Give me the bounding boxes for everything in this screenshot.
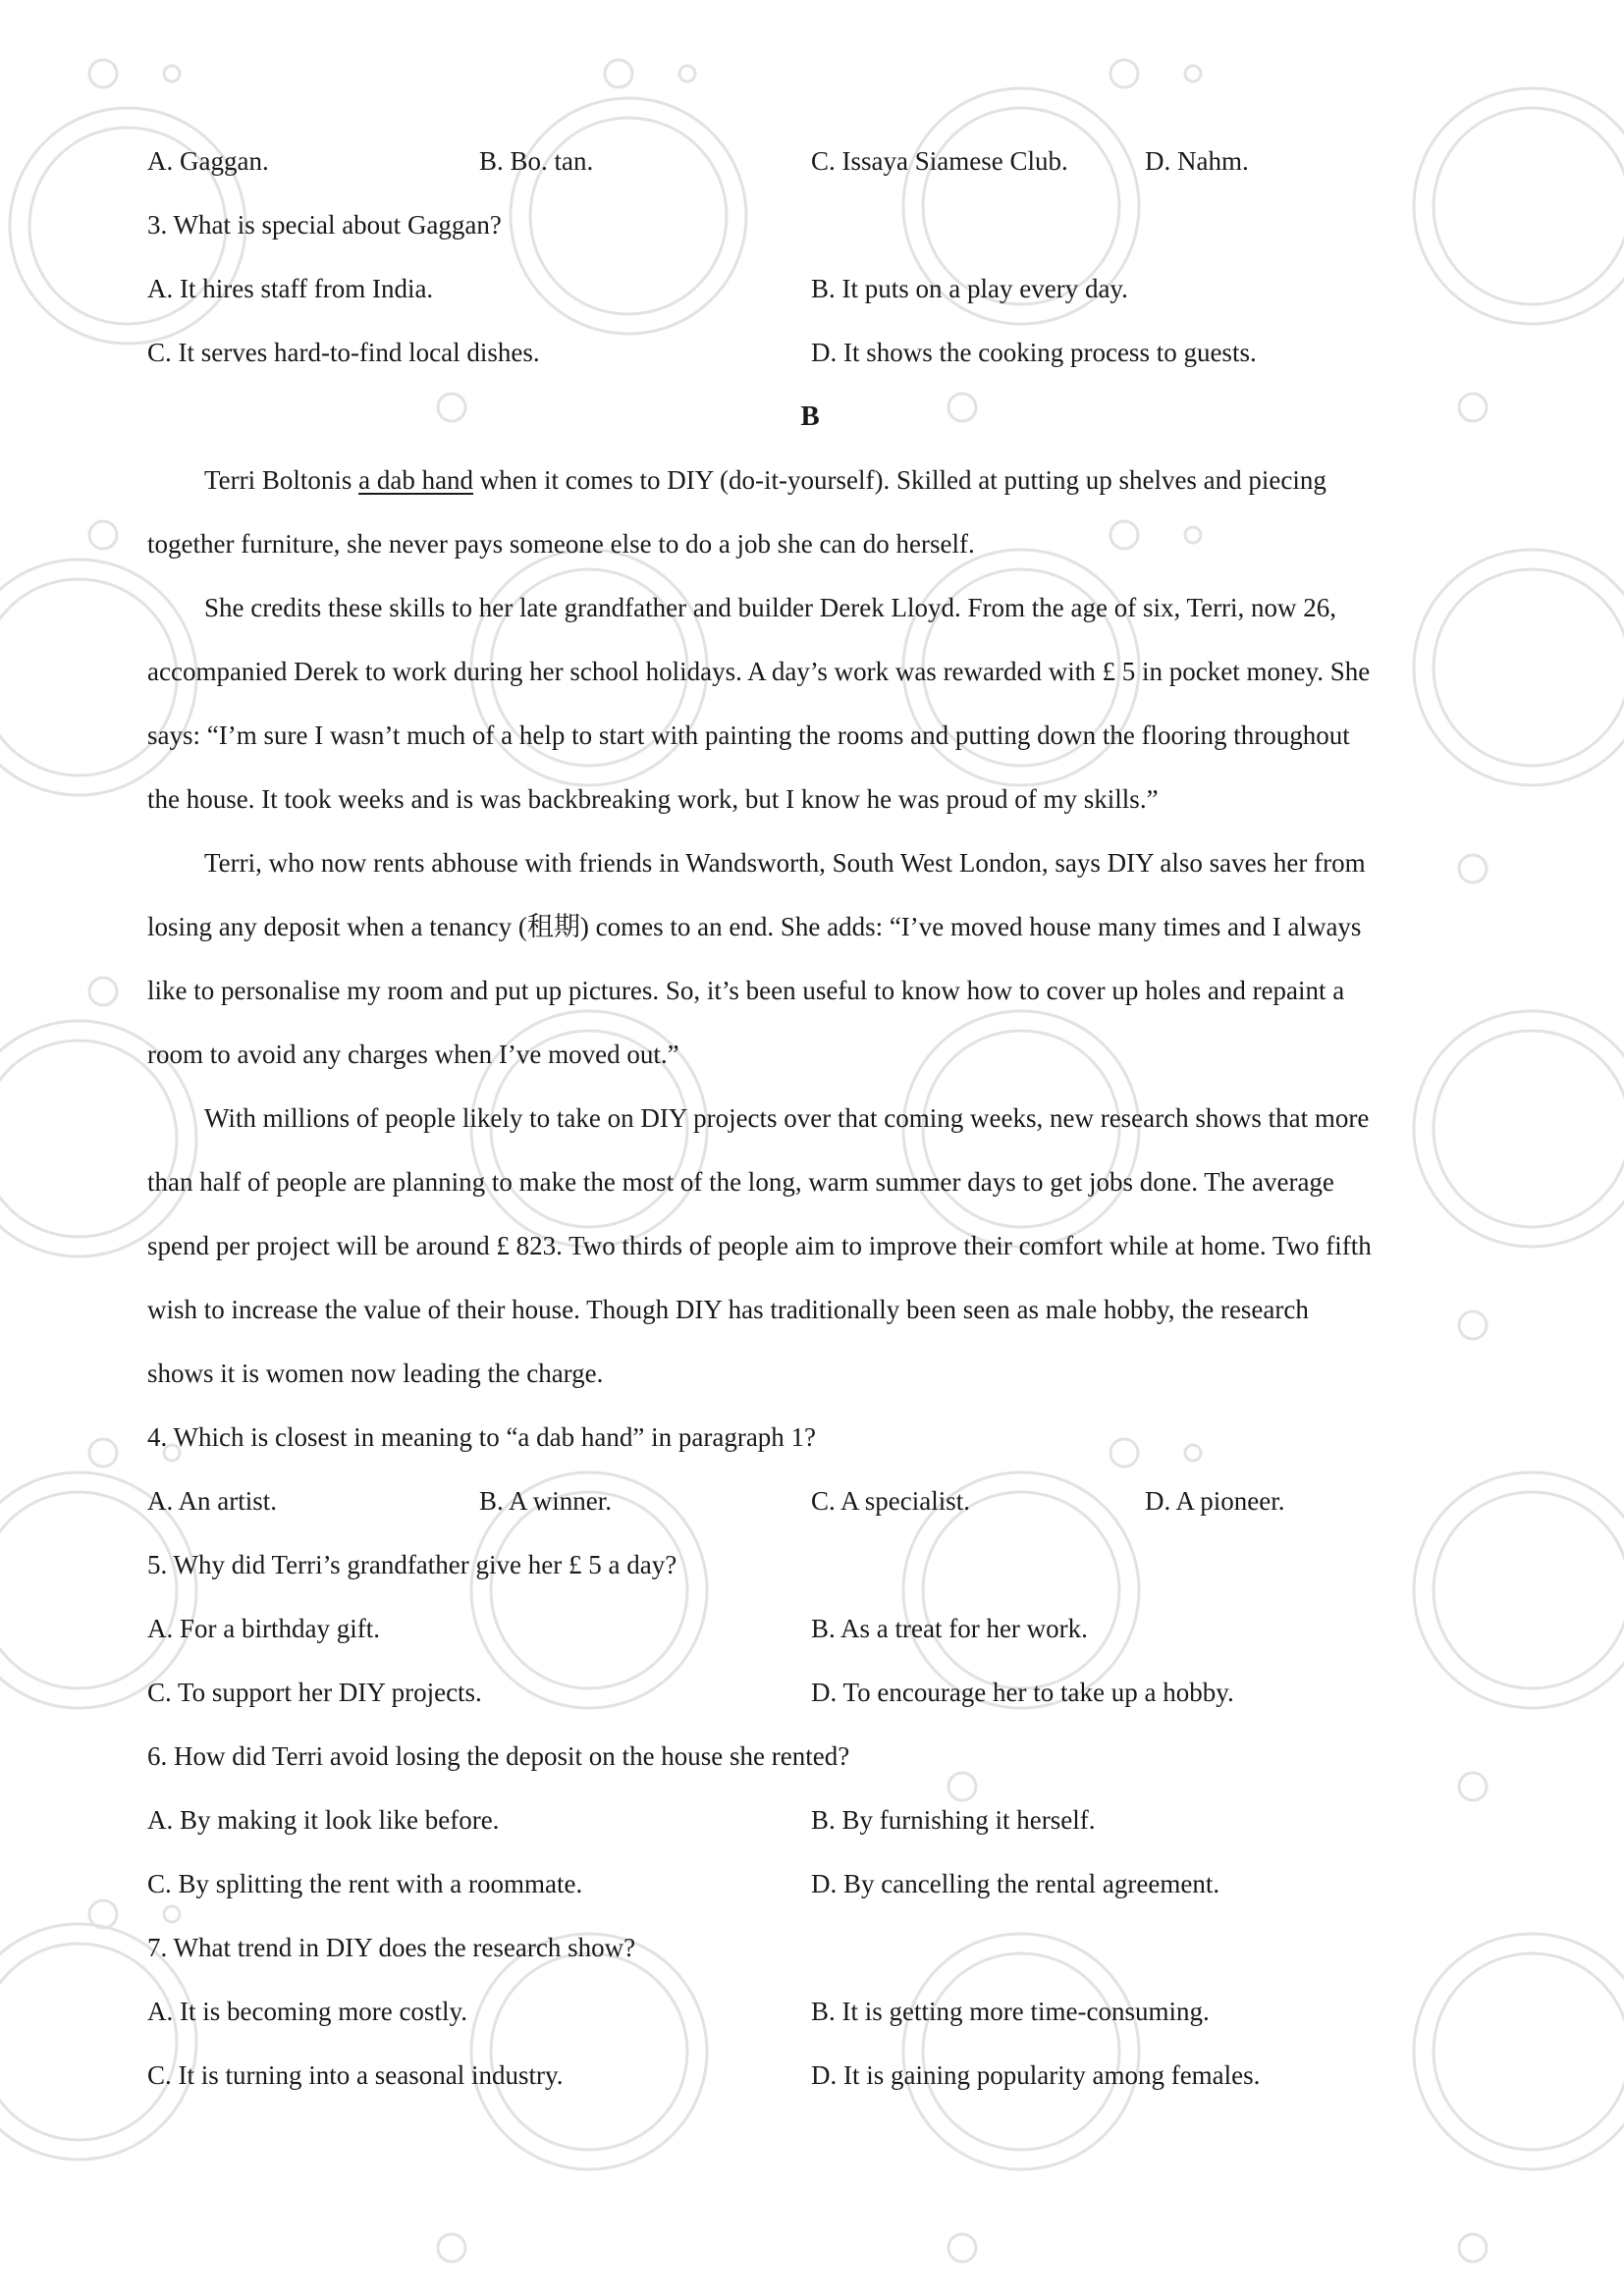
q7-option-a: A. It is becoming more costly. bbox=[147, 1997, 467, 2026]
q3-question: 3. What is special about Gaggan? bbox=[147, 210, 502, 240]
p4-line-3: spend per project will be around £ 823. Two thirds of people aim to improve their comfort while at home. Two fifth bbox=[147, 1231, 1372, 1260]
q4-option-c: C. A specialist. bbox=[811, 1486, 970, 1516]
underlined-phrase: a dab hand bbox=[358, 465, 474, 495]
q4-options bbox=[147, 1469, 1473, 1533]
p4-line-4: wish to increase the value of their house. Though DIY has traditionally been seen as male hobby, the research bbox=[147, 1295, 1309, 1324]
p1-text-after: when it comes to DIY (do-it-yourself). Skilled at putting up shelves and piecing bbox=[473, 465, 1326, 495]
p2-line-3: says: “I’m sure I wasn’t much of a help to start with painting the rooms and putting down the flooring throughout bbox=[147, 721, 1350, 750]
q5-option-b: B. As a treat for her work. bbox=[811, 1614, 1088, 1643]
p1-text-before: Terri Boltonis bbox=[204, 465, 359, 495]
q7-option-b: B. It is getting more time-consuming. bbox=[811, 1997, 1210, 2026]
q3-option-b: B. It puts on a play every day. bbox=[811, 274, 1128, 303]
passage-paragraph-3 bbox=[147, 831, 1473, 1087]
p4-line-1: With millions of people likely to take on DIY projects over that coming weeks, new research shows that more bbox=[204, 1103, 1370, 1133]
q5-question: 5. Why did Terri’s grandfather give her £ 5 a day? bbox=[147, 1550, 677, 1579]
q6-question: 6. How did Terri avoid losing the deposit on the house she rented? bbox=[147, 1741, 850, 1771]
p1-line-2: together furniture, she never pays someone else to do a job she can do herself. bbox=[147, 529, 975, 559]
q2-option-d: D. Nahm. bbox=[1145, 146, 1249, 176]
p3-line-2: losing any deposit when a tenancy (租期) comes to an end. She adds: “I’ve moved house many times and I always bbox=[147, 912, 1362, 941]
q6-option-a: A. By making it look like before. bbox=[147, 1805, 500, 1835]
p2-line-4: the house. It took weeks and is was backbreaking work, but I know he was proud of my skills.” bbox=[147, 784, 1159, 814]
q7-option-c: C. It is turning into a seasonal industry. bbox=[147, 2060, 564, 2090]
q6-option-c: C. By splitting the rent with a roommate. bbox=[147, 1869, 583, 1898]
p3-line-3: like to personalise my room and put up pictures. So, it’s been useful to know how to cover up holes and repaint a bbox=[147, 976, 1345, 1005]
q5-option-d: D. To encourage her to take up a hobby. bbox=[811, 1678, 1234, 1707]
q3-options-row-1 bbox=[147, 257, 1473, 321]
q6-option-d: D. By cancelling the rental agreement. bbox=[811, 1869, 1220, 1898]
q4-question: 4. Which is closest in meaning to “a dab hand” in paragraph 1? bbox=[147, 1422, 817, 1452]
q5-options-row-1 bbox=[147, 1597, 1473, 1661]
q3-option-a: A. It hires staff from India. bbox=[147, 274, 434, 303]
q4-option-a: A. An artist. bbox=[147, 1486, 277, 1516]
q7-question: 7. What trend in DIY does the research show? bbox=[147, 1933, 636, 1962]
p2-line-2: accompanied Derek to work during her school holidays. A day’s work was rewarded with £ 5 in pocket money. She bbox=[147, 657, 1371, 686]
exam-content bbox=[147, 130, 1473, 2108]
passage-paragraph-4 bbox=[147, 1087, 1473, 1406]
q4-option-b: B. A winner. bbox=[479, 1486, 613, 1516]
q7-option-d: D. It is gaining popularity among females. bbox=[811, 2060, 1261, 2090]
q3-option-d: D. It shows the cooking process to guests. bbox=[811, 338, 1257, 367]
q5-option-a: A. For a birthday gift. bbox=[147, 1614, 380, 1643]
q6-options-row-2 bbox=[147, 1852, 1473, 1916]
q5-option-c: C. To support her DIY projects. bbox=[147, 1678, 482, 1707]
q2-option-b: B. Bo. tan. bbox=[479, 146, 594, 176]
q7-options-row-2 bbox=[147, 2044, 1473, 2108]
passage-paragraph-1 bbox=[147, 449, 1473, 576]
p3-line-1: Terri, who now rents abhouse with friends in Wandsworth, South West London, says DIY also saves her from bbox=[204, 848, 1366, 878]
q2-option-a: A. Gaggan. bbox=[147, 146, 269, 176]
section-heading: B bbox=[800, 400, 820, 432]
q6-options-row-1 bbox=[147, 1789, 1473, 1852]
p4-line-2: than half of people are planning to make the most of the long, warm summer days to get jobs done. The average bbox=[147, 1167, 1334, 1197]
q2-options bbox=[147, 130, 1473, 193]
passage-paragraph-2 bbox=[147, 576, 1473, 831]
q3-option-c: C. It serves hard-to-find local dishes. bbox=[147, 338, 540, 367]
q4-option-d: D. A pioneer. bbox=[1145, 1486, 1285, 1516]
q3-options-row-2 bbox=[147, 321, 1473, 385]
q5-options-row-2 bbox=[147, 1661, 1473, 1725]
q2-option-c: C. Issaya Siamese Club. bbox=[811, 146, 1068, 176]
p4-line-5: shows it is women now leading the charge. bbox=[147, 1359, 604, 1388]
p3-line-4: room to avoid any charges when I’ve moved out.” bbox=[147, 1040, 679, 1069]
q6-option-b: B. By furnishing it herself. bbox=[811, 1805, 1096, 1835]
q7-options-row-1 bbox=[147, 1980, 1473, 2044]
p2-line-1: She credits these skills to her late grandfather and builder Derek Lloyd. From the age of six, Terri, now 26, bbox=[204, 593, 1337, 622]
